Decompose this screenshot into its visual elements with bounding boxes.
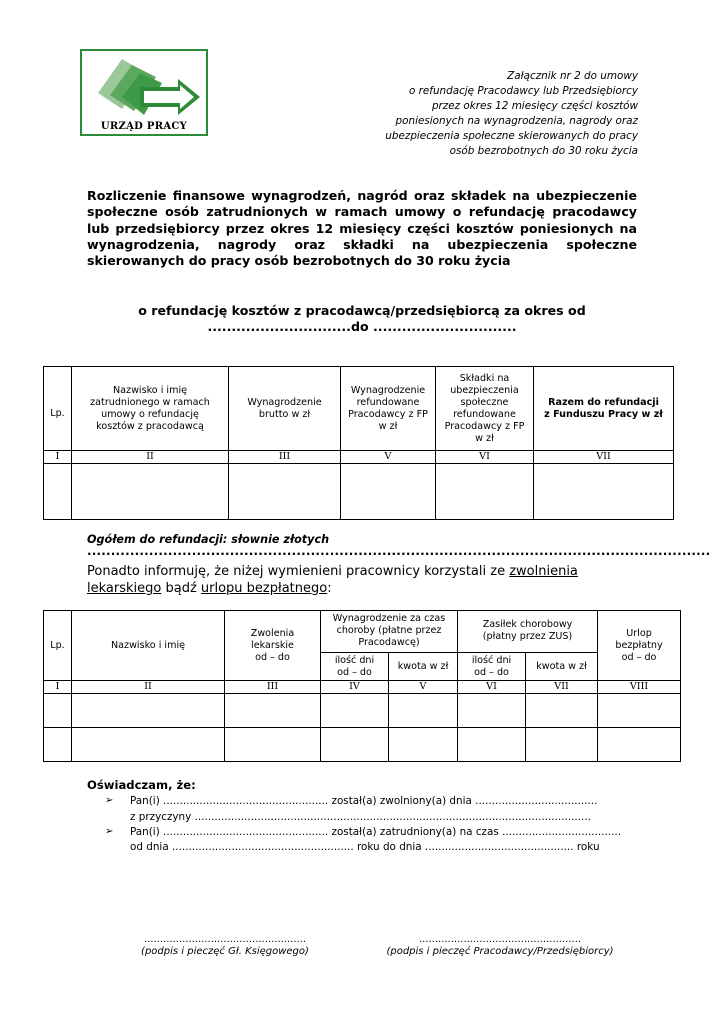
declaration-heading: Oświadczam, że: xyxy=(87,778,196,792)
subtitle-line: o refundację kosztów z pracodawcą/przedsiębiorcą za okres od xyxy=(138,303,586,318)
empty-cell[interactable] xyxy=(72,464,229,520)
empty-cell[interactable] xyxy=(436,464,534,520)
annex-note xyxy=(308,69,638,159)
numeral-cell: VII xyxy=(526,681,598,694)
total-amount-fill-in[interactable]: ................................................................................................................................... xyxy=(87,544,711,558)
header-name-text: Nazwisko i imię zatrudnionego w ramach umowy o refundację kosztów z pracodawcą xyxy=(90,384,210,432)
numeral-cell: VIII xyxy=(598,681,681,694)
header-salary-group xyxy=(321,611,458,653)
header-amount: kwota w zł xyxy=(526,653,598,681)
leave-table xyxy=(43,610,681,762)
annex-line: ubezpieczenia społeczne skierowanych do pracy xyxy=(385,130,638,142)
header-benefit-text: Zasiłek chorobowy (płatny przez ZUS) xyxy=(482,619,573,642)
header-total-line: z Funduszu Pracy w zł xyxy=(544,408,663,420)
empty-cell[interactable] xyxy=(229,464,341,520)
empty-cell[interactable] xyxy=(389,728,458,762)
table-row xyxy=(44,694,681,728)
info-sick-leave: zwolnienia lekarskiego xyxy=(87,564,578,596)
header-lp: Lp. xyxy=(44,367,72,451)
header-name xyxy=(72,367,229,451)
empty-cell[interactable] xyxy=(44,728,72,762)
info-unpaid-leave: urlopu bezpłatnego xyxy=(200,581,328,596)
empty-cell[interactable] xyxy=(598,728,681,762)
annex-line: przez okres 12 miesięcy części kosztów xyxy=(431,100,638,112)
period-fill-in[interactable]: ..............................do .............................. xyxy=(207,319,517,334)
green-arrows-icon xyxy=(82,51,206,121)
numeral-cell: II xyxy=(72,681,225,694)
info-text: Ponadto informuję, że niżej wymienieni pracownicy korzystali ze xyxy=(87,564,510,579)
header-days-text: ilość dni od – do xyxy=(334,654,375,678)
declaration-line[interactable]: od dnia ....................................................... roku do dnia ............................................. roku xyxy=(130,841,600,853)
numeral-cell: III xyxy=(229,451,341,464)
numeral-cell: I xyxy=(44,451,72,464)
logo-text: URZĄD PRACY xyxy=(100,121,188,132)
empty-cell[interactable] xyxy=(321,694,389,728)
header-unpaid-leave xyxy=(598,611,681,681)
numeral-cell: VI xyxy=(436,451,534,464)
arrow-bullet-icon: ➢ xyxy=(105,795,114,806)
annex-line: Załącznik nr 2 do umowy xyxy=(507,70,638,82)
declaration-line[interactable]: Pan(i) .................................................. został(a) zwolniony(a) dnia ..................................... xyxy=(130,795,598,807)
numeral-cell: VI xyxy=(458,681,526,694)
document-subtitle xyxy=(87,303,637,335)
numeral-cell: IV xyxy=(321,681,389,694)
header-lp: Lp. xyxy=(44,611,72,681)
annex-line: o refundację Pracodawcy lub Przedsiębiorcy xyxy=(408,85,638,97)
header-benefit-group xyxy=(458,611,598,653)
empty-cell[interactable] xyxy=(526,694,598,728)
signature-employer xyxy=(380,934,620,958)
header-total-line: Razem do refundacji xyxy=(548,396,659,408)
office-logo xyxy=(80,49,208,136)
signature-caption: (podpis i pieczęć Gł. Księgowego) xyxy=(141,946,309,957)
arrow-bullet-icon: ➢ xyxy=(105,826,114,837)
numeral-cell: II xyxy=(72,451,229,464)
empty-cell[interactable] xyxy=(341,464,436,520)
header-days-text: ilość dni od – do xyxy=(471,654,512,678)
signature-accountant xyxy=(120,934,330,958)
table-row xyxy=(44,464,674,520)
info-text: : xyxy=(327,581,332,596)
document-title: Rozliczenie finansowe wynagrodzeń, nagród oraz składek na ubezpieczenie społeczne osób zatrudnionych w ramach umowy o refundację pracodawcy lub przedsiębiorcy przez okres 12 miesięcy części kosztów poniesionych na wynagrodzenia, nagrody oraz składki na ubezpieczenia społeczne skierowanych do pracy osób bezrobotnych do 30 roku życia xyxy=(87,188,637,269)
empty-cell[interactable] xyxy=(321,728,389,762)
declaration-line[interactable]: z przyczyny ........................................................................................................................ xyxy=(130,811,591,823)
header-sick-leave-text: Zwolenia lekarskie od – do xyxy=(250,627,295,663)
empty-cell[interactable] xyxy=(526,728,598,762)
header-days xyxy=(458,653,526,681)
annex-line: poniesionych na wynagrodzenia, nagrody oraz xyxy=(395,115,638,127)
empty-cell[interactable] xyxy=(389,694,458,728)
numeral-cell: I xyxy=(44,681,72,694)
info-text: bądź xyxy=(161,581,201,596)
info-paragraph xyxy=(87,563,647,597)
header-unpaid-text: Urlop bezpłatny od – do xyxy=(615,627,663,663)
header-gross-text: Wynagrodzenie brutto w zł xyxy=(247,396,322,420)
header-contributions-text: Składki na ubezpieczenia społeczne refundowane Pracodawcy z FP w zł xyxy=(444,372,525,444)
empty-cell[interactable] xyxy=(534,464,674,520)
header-sick-leave xyxy=(225,611,321,681)
numeral-cell: VII xyxy=(534,451,674,464)
header-salary-text: Wynagrodzenie za czas choroby (płatne przez Pracodawcę) xyxy=(332,613,446,648)
empty-cell[interactable] xyxy=(72,728,225,762)
header-name: Nazwisko i imię xyxy=(72,611,225,681)
signature-caption: (podpis i pieczęć Pracodawcy/Przedsiębiorcy) xyxy=(386,946,614,957)
total-label: Ogółem do refundacji: słownie złotych xyxy=(87,533,330,546)
empty-cell[interactable] xyxy=(458,694,526,728)
table-row xyxy=(44,728,681,762)
header-contributions xyxy=(436,367,534,451)
empty-cell[interactable] xyxy=(44,464,72,520)
signature-line[interactable]: ................................................... xyxy=(418,934,582,945)
numeral-cell: V xyxy=(341,451,436,464)
header-amount: kwota w zł xyxy=(389,653,458,681)
empty-cell[interactable] xyxy=(225,728,321,762)
empty-cell[interactable] xyxy=(598,694,681,728)
empty-cell[interactable] xyxy=(458,728,526,762)
header-total xyxy=(534,367,674,451)
header-refunded xyxy=(341,367,436,451)
header-gross xyxy=(229,367,341,451)
header-refunded-text: Wynagrodzenie refundowane Pracodawcy z FP w zł xyxy=(348,384,428,432)
numeral-cell: III xyxy=(225,681,321,694)
annex-line: osób bezrobotnych do 30 roku życia xyxy=(449,145,638,157)
declaration-line[interactable]: Pan(i) .................................................. został(a) zatrudniony(a) na czas .................................... xyxy=(130,826,621,838)
signature-line[interactable]: ................................................... xyxy=(143,934,307,945)
empty-cell[interactable] xyxy=(225,694,321,728)
empty-cell[interactable] xyxy=(72,694,225,728)
header-days xyxy=(321,653,389,681)
refund-table xyxy=(43,366,674,520)
empty-cell[interactable] xyxy=(44,694,72,728)
numeral-cell: V xyxy=(389,681,458,694)
